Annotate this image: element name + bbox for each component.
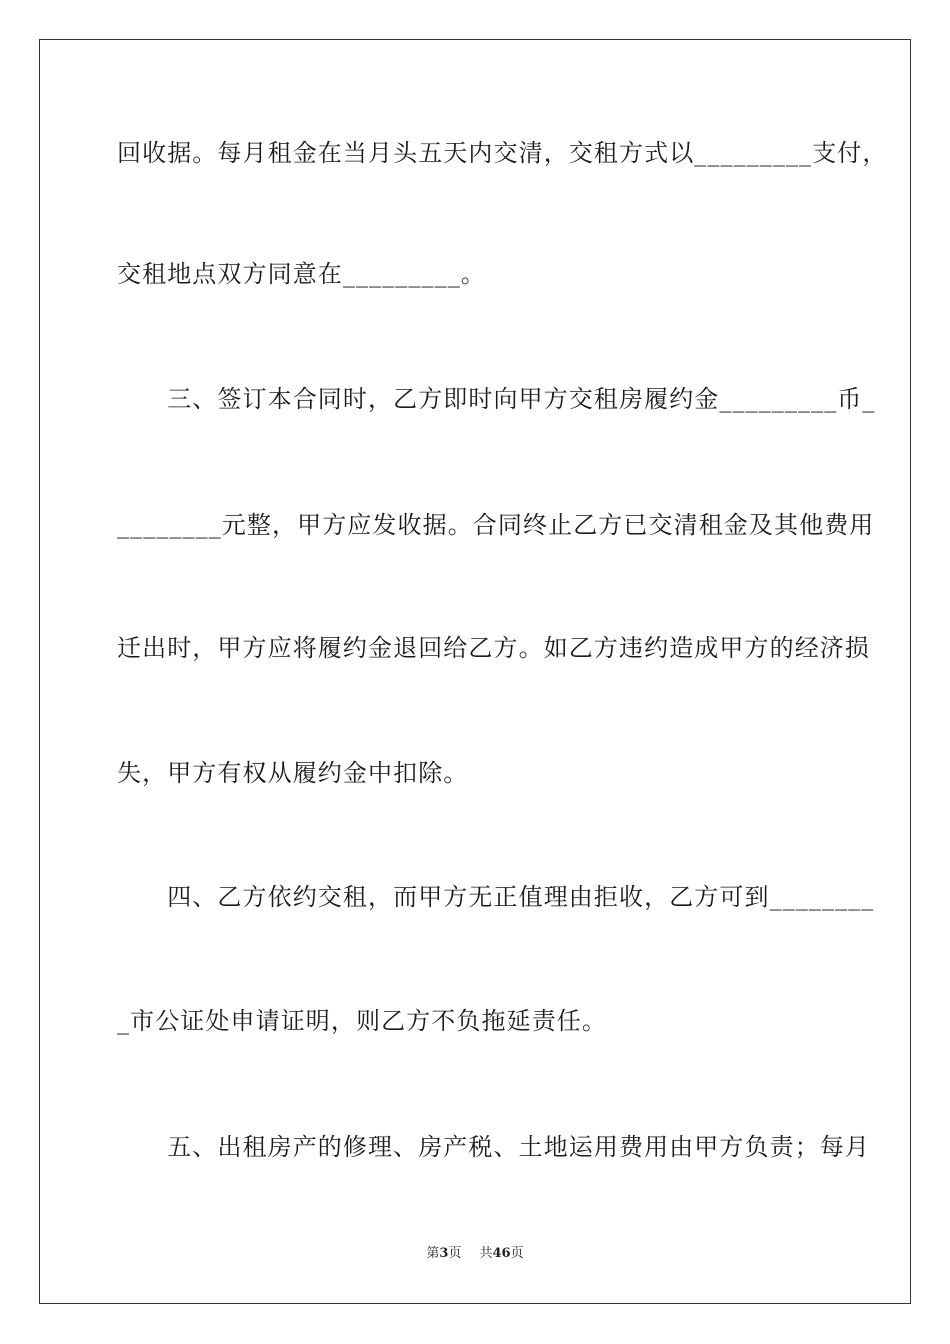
total-prefix: 共 <box>479 1246 493 1261</box>
body-text-line: _市公证处申请证明，则乙方不负拖延责任。 <box>117 1007 607 1035</box>
page-number: 3 <box>439 1246 449 1261</box>
body-text-line: ________元整，甲方应发收据。合同终止乙方已交清租金及其他费用 <box>117 511 875 539</box>
body-text-line: 交租地点双方同意在_________。 <box>117 260 486 288</box>
body-text-line: 迁出时，甲方应将履约金退回给乙方。如乙方违约造成甲方的经济损 <box>117 634 870 662</box>
page-prefix: 第 <box>426 1246 440 1261</box>
total-suffix: 页 <box>510 1246 524 1261</box>
body-text-line: 失，甲方有权从履约金中扣除。 <box>117 759 469 787</box>
body-text-line: 五、出租房产的修理、房产税、土地运用费用由甲方负责；每月 <box>117 1133 870 1161</box>
body-text-line: 回收据。每月租金在当月头五天内交清，交租方式以_________支付， <box>117 139 888 167</box>
body-text-line: 四、乙方依约交租，而甲方无正值理由拒收，乙方可到________ <box>117 883 875 911</box>
total-pages: 46 <box>492 1246 511 1261</box>
page-suffix: 页 <box>448 1246 462 1261</box>
body-text-line: 三、签订本合同时，乙方即时向甲方交租房履约金_________币_ <box>117 385 876 413</box>
page-footer <box>0 1245 950 1263</box>
page-border <box>39 39 911 1304</box>
